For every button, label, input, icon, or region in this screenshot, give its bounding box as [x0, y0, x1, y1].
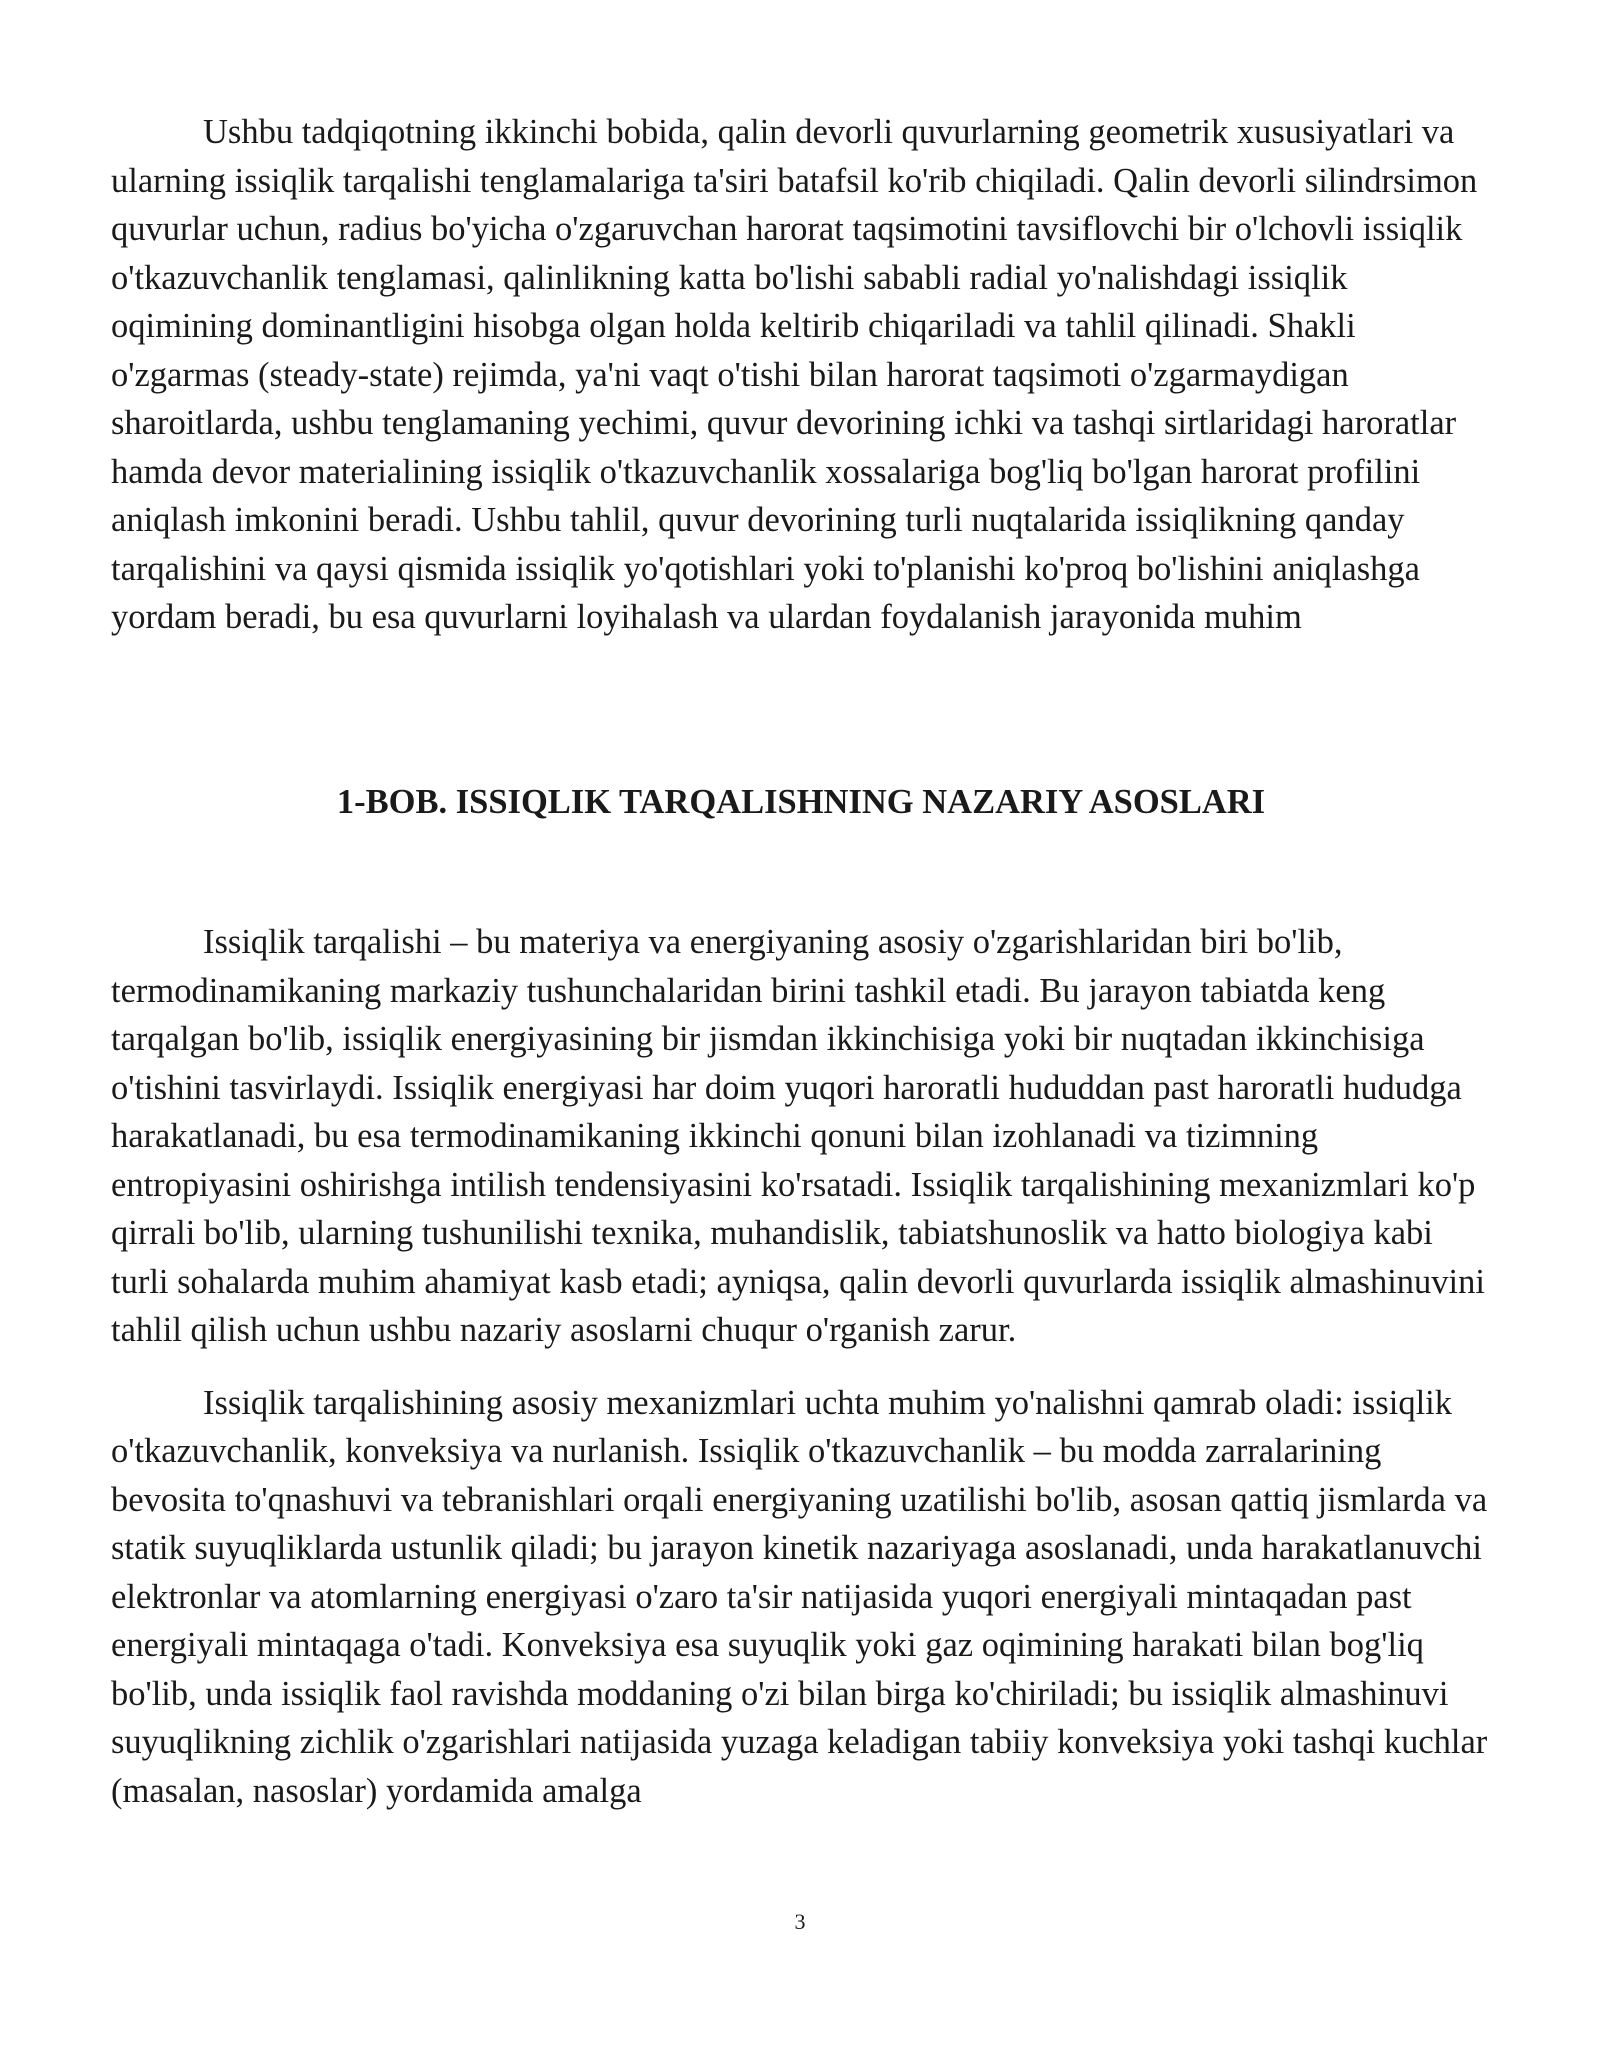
chapter-paragraph-1: Issiqlik tarqalishi – bu materiya va energiyaning asosiy o'zgarishlaridan biri bo'lib, termodinamikaning markaziy tushunchalaridan birini tashkil etadi. Bu jarayon tabiatda keng tarqalgan bo'lib, issiqlik energiyasining bir jismdan ikkinchisiga yoki bir nuqtadan ikkinchisiga o'tishini tasvirlaydi. Issiqlik energiyasi har doim yuqori haroratli hududdan past haroratli hududga harakatlanadi, bu esa termodinamikaning ikkinchi qonuni bilan izohlanadi va tizimning entropiyasini oshirishga intilish tendensiyasini ko'rsatadi. Issiqlik tarqalishining mexanizmlari ko'p qirrali bo'lib, ularning tushunilishi texnika, muhandislik, tabiatshunoslik va hatto biologiya kabi turli sohalarda muhim ahamiyat kasb etadi; ayniqsa, qalin devorli quvurlarda issiqlik almashinuvini tahlil qilish uchun ushbu nazariy asoslarni chuqur o'rganish zarur.: [111, 923, 1485, 1349]
intro-paragraph: Ushbu tadqiqotning ikkinchi bobida, qalin devorli quvurlarning geometrik xususiyatlari va ularning issiqlik tarqalishi tenglamalariga ta'siri batafsil ko'rib chiqiladi. Qalin devorli silindrsimon quvurlar uchun, radius bo'yicha o'zgaruvchan harorat taqsimotini tavsiflovchi bir o'lchovli issiqlik o'tkazuvchanlik tenglamasi, qalinlikning katta bo'lishi sababli radial yo'nalishdagi issiqlik oqimining dominantligini hisobga olgan holda keltirib chiqariladi va tahlil qilinadi. Shakli o'zgarmas (steady-state) rejimda, ya'ni vaqt o'tishi bilan harorat taqsimoti o'zgarmaydigan sharoitlarda, ushbu tenglamaning yechimi, quvur devorining ichki va tashqi sirtlaridagi haroratlar hamda devor materialining issiqlik o'tkazuvchanlik xossalariga bog'liq bo'lgan harorat profilini aniqlash imkonini beradi. Ushbu tahlil, quvur devorining turli nuqtalarida issiqlikning qanday tarqalishini va qaysi qismida issiqlik yo'qotishlari yoki to'planishi ko'proq bo'lishini aniqlashga yordam beradi, bu esa quvurlarni loyihalash va ulardan foydalanish jarayonida muhim: [111, 113, 1478, 636]
chapter-paragraph-2: Issiqlik tarqalishining asosiy mexanizmlari uchta muhim yo'nalishni qamrab oladi: issiqlik o'tkazuvchanlik, konveksiya va nurlanish. Issiqlik o'tkazuvchanlik – bu modda zarralarining bevosita to'qnashuvi va tebranishlari orqali energiyaning uzatilishi bo'lib, asosan qattiq jismlarda va statik suyuqliklarda ustunlik qiladi; bu jarayon kinetik nazariyaga asoslanadi, unda harakatlanuvchi elektronlar va atomlarning energiyasi o'zaro ta'sir natijasida yuqori energiyali mintaqadan past energiyali mintaqaga o'tadi. Konveksiya esa suyuqlik yoki gaz oqimining harakati bilan bog'liq bo'lib, unda issiqlik faol ravishda moddaning o'zi bilan birga ko'chiriladi; bu issiqlik almashinuvi suyuqlikning zichlik o'zgarishlari natijasida yuzaga keladigan tabiiy konveksiya yoki tashqi kuchlar (masalan, nasoslar) yordamida amalga: [111, 1383, 1488, 1810]
page-number: 3: [794, 1909, 806, 1934]
chapter-heading: 1-BOB. ISSIQLIK TARQALISHNING NAZARIY ASOSLARI: [336, 783, 1266, 821]
chapter-body: [111, 918, 1491, 1815]
